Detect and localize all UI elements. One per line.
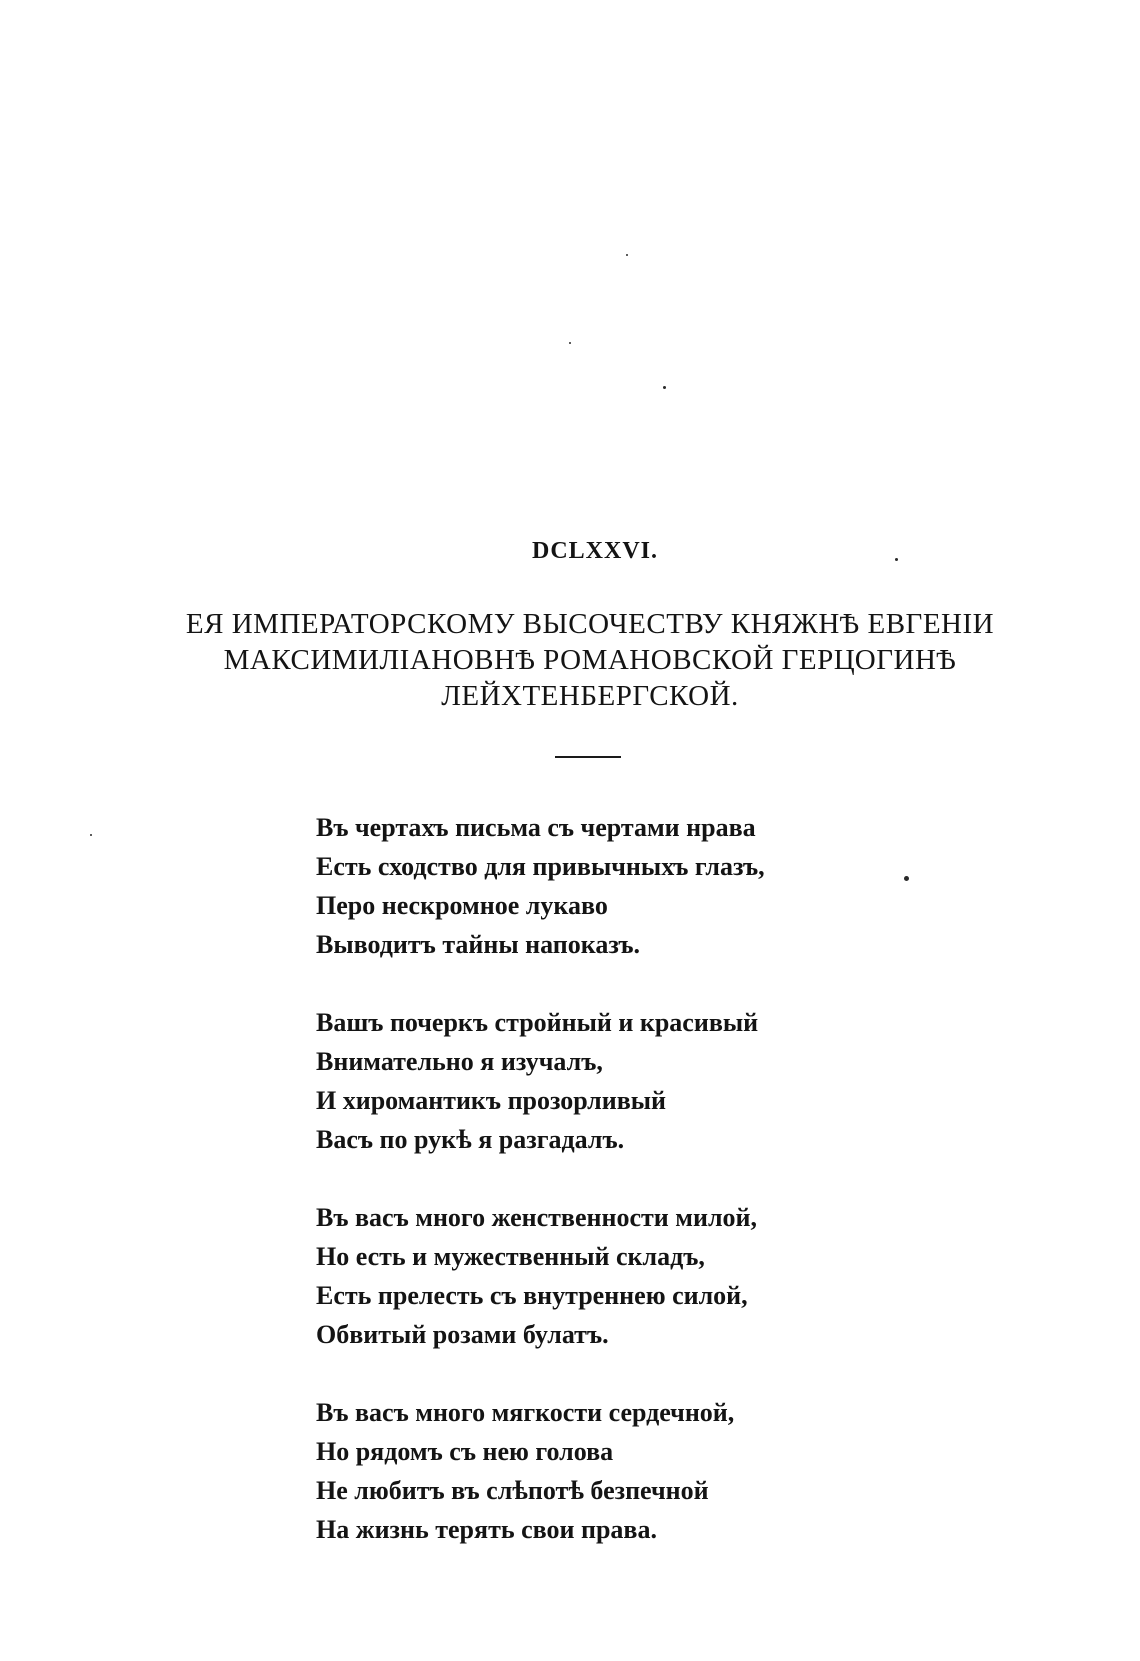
verse-line: Васъ по рукѣ я разгадалъ.	[316, 1125, 625, 1154]
verse-line: Внимательно я изучалъ,	[316, 1047, 603, 1076]
section-divider	[555, 756, 621, 758]
verse-line: Вашъ почеркъ стройный и красивый	[316, 1008, 759, 1037]
dedication-line: ЛЕЙХТЕНБЕРГСКОЙ.	[441, 680, 739, 712]
stanza	[316, 1198, 876, 1354]
verse-line: Въ васъ много женственности милой,	[316, 1203, 758, 1232]
poem-number: DCLXXVI.	[531, 538, 658, 564]
print-speck	[663, 386, 666, 389]
verse-line: Есть прелесть съ внутреннею силой,	[316, 1281, 748, 1310]
poem-body	[316, 808, 876, 1549]
verse-line: На жизнь терять свои права.	[316, 1515, 657, 1544]
dedication-line: ЕЯ ИМПЕРАТОРСКОМУ ВЫСОЧЕСТВУ КНЯЖНѢ ЕВГЕНIИ	[185, 608, 995, 640]
print-speck	[626, 254, 628, 256]
verse-line: Въ чертахъ письма съ чертами нрава	[316, 813, 756, 842]
verse-line: Обвитый розами булатъ.	[316, 1320, 609, 1349]
print-speck	[569, 342, 571, 344]
stanza	[316, 1003, 876, 1159]
verse-line: Выводитъ тайны напоказъ.	[316, 930, 641, 959]
stanza	[316, 1393, 876, 1549]
verse-line: Перо нескромное лукаво	[316, 891, 608, 920]
print-speck	[90, 834, 92, 836]
verse-line: Но есть и мужественный складъ,	[316, 1242, 705, 1271]
verse-line: Не любитъ въ слѣпотѣ безпечной	[316, 1476, 709, 1505]
stanza	[316, 808, 876, 964]
dedication-heading	[170, 606, 1010, 714]
verse-line: Но рядомъ съ нею голова	[316, 1437, 614, 1466]
verse-line: Есть сходство для привычныхъ глазъ,	[316, 852, 765, 881]
print-speck	[904, 876, 909, 881]
verse-line: И хиромантикъ прозорливый	[316, 1086, 667, 1115]
verse-line: Въ васъ много мягкости сердечной,	[316, 1398, 735, 1427]
dedication-line: МАКСИМИЛIАНОВНѢ РОМАНОВСКОЙ ГЕРЦОГИНѢ	[223, 644, 957, 676]
